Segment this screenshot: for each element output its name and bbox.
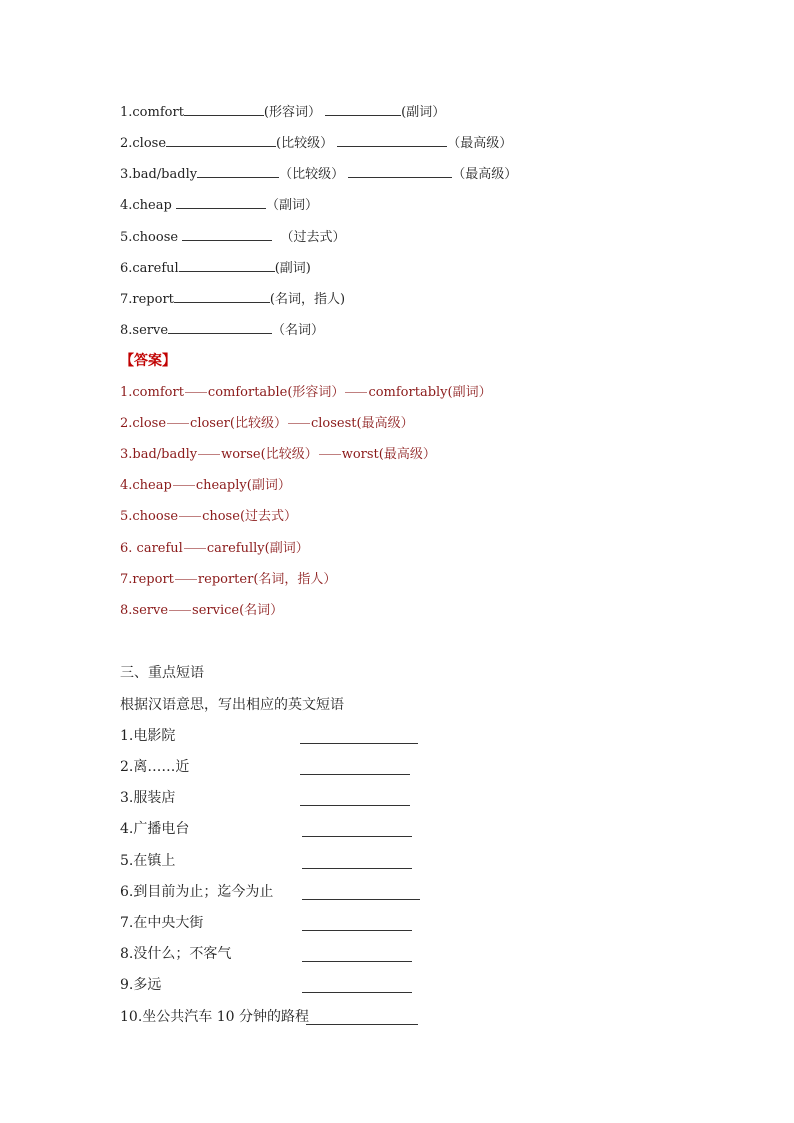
- phrase-answer-blank[interactable]: [302, 899, 420, 900]
- answer-blank[interactable]: [184, 103, 264, 116]
- answer-hint: (副词）: [264, 541, 309, 556]
- question-word: 1.comfort: [120, 105, 184, 120]
- answer-hint: (最高级）: [378, 447, 436, 462]
- answer-hint: (副词）: [246, 478, 291, 493]
- answer-hint: (名词）: [239, 603, 284, 618]
- answer-row: [120, 540, 309, 558]
- question-hint: （过去式）: [280, 230, 346, 245]
- question-word: 4.cheap: [120, 198, 172, 213]
- question-hint: （名词）: [272, 323, 325, 338]
- phrase-answer-blank[interactable]: [302, 992, 412, 993]
- dash: [184, 548, 206, 549]
- answer-hint: (形容词）: [287, 385, 345, 400]
- dash: [345, 392, 367, 393]
- phrase-answer-blank[interactable]: [302, 868, 412, 869]
- answer-heading: 【答案】: [120, 353, 176, 369]
- dash: [169, 610, 191, 611]
- question-hint: (比较级）: [276, 136, 334, 151]
- question-word: 8.serve: [120, 323, 169, 338]
- phrase-answer-blank[interactable]: [302, 836, 412, 837]
- answer-blank[interactable]: [174, 290, 270, 303]
- answer-form: comfortably: [368, 385, 448, 400]
- phrase-answer-blank[interactable]: [302, 961, 412, 962]
- phrase-item: 4.广播电台: [120, 821, 190, 837]
- phrase-answer-blank[interactable]: [302, 930, 412, 931]
- section-title: 三、重点短语: [120, 665, 204, 681]
- answer-hint: (名词，指人）: [253, 572, 337, 587]
- answer-word: 5.choose: [120, 509, 179, 524]
- dash: [288, 423, 310, 424]
- dash: [198, 454, 220, 455]
- question-row: [120, 259, 311, 278]
- phrase-answer-blank[interactable]: [300, 774, 410, 775]
- question-word: 3.bad/badly: [120, 167, 198, 182]
- answer-hint: (副词）: [447, 385, 492, 400]
- question-hint: (副词）: [401, 105, 446, 120]
- answer-row: [120, 477, 291, 495]
- answer-form: reporter: [197, 572, 254, 587]
- phrase-item: 2.离……近: [120, 759, 190, 775]
- answer-blank[interactable]: [182, 228, 272, 241]
- answer-word: 2.close: [120, 416, 167, 431]
- question-row: [120, 321, 324, 340]
- question-hint: （最高级）: [452, 167, 518, 182]
- answer-form: chose: [202, 509, 240, 524]
- question-row: [120, 228, 346, 247]
- answer-hint: (过去式）: [239, 509, 298, 524]
- answer-blank[interactable]: [176, 196, 266, 209]
- answer-form: service: [192, 603, 240, 618]
- dash: [167, 423, 189, 424]
- answer-blank[interactable]: [197, 165, 279, 178]
- question-hint: （最高级）: [447, 136, 513, 151]
- answer-hint: (最高级）: [356, 416, 414, 431]
- answer-row: [120, 602, 283, 620]
- question-hint: （副词）: [265, 198, 318, 213]
- question-hint: （比较级）: [279, 167, 345, 182]
- phrase-item: 1.电影院: [120, 728, 176, 744]
- answer-word: 6. careful: [120, 541, 183, 556]
- answer-row: [120, 446, 436, 464]
- phrase-item: 7.在中央大街: [120, 915, 204, 931]
- phrase-item: 3.服装店: [120, 790, 176, 806]
- answer-word: 8.serve: [120, 603, 169, 618]
- phrase-item: 8.没什么；不客气: [120, 946, 232, 962]
- answer-form: closer: [190, 416, 230, 431]
- answer-form: worst: [341, 447, 379, 462]
- answer-blank[interactable]: [325, 103, 401, 116]
- answer-word: 1.comfort: [120, 385, 184, 400]
- answer-row: [120, 384, 492, 402]
- answer-hint: (比较级）: [229, 416, 287, 431]
- answer-form: closest: [310, 416, 357, 431]
- answer-blank[interactable]: [348, 165, 452, 178]
- dash: [175, 579, 197, 580]
- dash: [185, 392, 207, 393]
- phrase-answer-blank[interactable]: [306, 1024, 418, 1025]
- question-word: 7.report: [120, 292, 174, 307]
- answer-form: comfortable: [207, 385, 288, 400]
- question-word: 6.careful: [120, 261, 179, 276]
- answer-blank[interactable]: [166, 134, 276, 147]
- phrase-item: 9.多远: [120, 977, 162, 993]
- question-row: [120, 134, 512, 153]
- answer-word: 3.bad/badly: [120, 447, 198, 462]
- phrase-answer-blank[interactable]: [300, 805, 410, 806]
- answer-form: carefully: [206, 541, 265, 556]
- question-word: 5.choose: [120, 230, 179, 245]
- answer-hint: (比较级）: [260, 447, 318, 462]
- question-hint: (副词): [274, 261, 311, 276]
- dash: [179, 516, 201, 517]
- question-hint: (形容词）: [263, 105, 321, 120]
- question-row: [120, 103, 445, 122]
- answer-word: 7.report: [120, 572, 174, 587]
- answer-blank[interactable]: [168, 321, 272, 334]
- answer-blank[interactable]: [337, 134, 447, 147]
- section-instruction: 根据汉语意思，写出相应的英文短语: [120, 697, 344, 713]
- question-word: 2.close: [120, 136, 167, 151]
- dash: [173, 485, 195, 486]
- phrase-item: 10.坐公共汽车 10 分钟的路程: [120, 1009, 309, 1025]
- question-row: [120, 196, 318, 215]
- phrase-item: 5.在镇上: [120, 853, 176, 869]
- answer-row: [120, 571, 336, 589]
- answer-word: 4.cheap: [120, 478, 172, 493]
- answer-form: cheaply: [195, 478, 247, 493]
- phrase-answer-blank[interactable]: [300, 743, 418, 744]
- dash: [319, 454, 341, 455]
- question-hint: (名词，指人): [269, 292, 346, 307]
- answer-row: [120, 508, 297, 526]
- answer-blank[interactable]: [179, 259, 275, 272]
- answer-form: worse: [221, 447, 261, 462]
- question-row: [120, 165, 517, 184]
- answer-row: [120, 415, 414, 433]
- question-row: [120, 290, 345, 309]
- phrase-item: 6.到目前为止；迄今为止: [120, 884, 274, 900]
